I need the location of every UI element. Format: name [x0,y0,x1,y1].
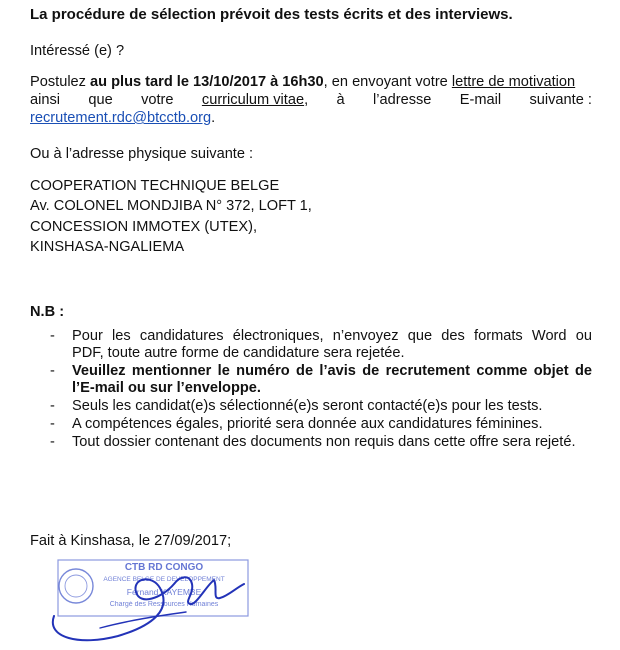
apply-word: ainsi [30,92,61,108]
apply-line-2 [30,91,592,109]
nb-item-text: Veuillez mentionner le numéro de l’avis de recrutement comme objet de [72,363,592,379]
apply-line-3 [30,109,215,127]
nb-item-text: Seuls les candidat(e)s sélectionné(e)s seront contacté(e)s pour les tests. [72,398,543,414]
nb-item-text: Pour les candidatures électroniques, n’envoyez que des formats Word ou [72,328,592,344]
bullet-marker: - [50,434,55,450]
bullet-marker: - [50,363,55,379]
apply-word: l’adresse [373,92,432,108]
cover-letter-term: lettre de motivation [451,74,576,90]
apply-word: suivante : [529,92,592,108]
physical-address-intro: Ou à l’adresse physique suivante : [30,146,254,162]
apply-word: votre [141,92,174,108]
stamp-line: CTB RD CONGO [124,562,204,573]
deadline: au plus tard le 13/10/2017 à 16h30 [90,74,324,90]
email-link[interactable]: recrutement.rdc@btcctb.org [30,110,212,126]
nb-item-text: A compétences égales, priorité sera donnée aux candidatures féminines. [72,416,543,432]
address-line: Av. COLONEL MONDJIBA N° 372, LOFT 1, [30,198,312,214]
cv-term: curriculum vitae [201,92,305,108]
signoff-line: Fait à Kinshasa, le 27/09/2017; [30,533,232,549]
bullet-marker: - [50,398,55,414]
apply-period: . [211,110,216,126]
stamp-line: Chargé des Ressources Humaines [109,601,219,608]
apply-line-1 [30,73,575,91]
apply-word: à [336,92,345,108]
selection-procedure-heading: La procédure de sélection prévoit des tests écrits et des interviews. [30,6,513,23]
apply-word: , [304,92,309,108]
apply-text-2: , en envoyant votre [323,74,452,90]
stamp-line: AGENCE BELGE DE DEVELOPPEMENT [103,576,225,583]
nb-item-text: Tout dossier contenant des documents non requis dans cette offre sera rejeté. [72,434,576,450]
bullet-marker: - [50,328,55,344]
apply-word: E-mail [459,92,502,108]
address-line: KINSHASA-NGALIEMA [30,239,185,255]
address-line: CONCESSION IMMOTEX (UTEX), [30,219,258,235]
apply-word: que [88,92,113,108]
stamp-line: Fernand KAYEMBE [126,587,202,597]
bullet-marker: - [50,416,55,432]
nb-item-text: PDF, toute autre forme de candidature sera rejetée. [72,345,405,361]
nb-title: N.B : [30,304,65,320]
official-stamp [40,558,270,648]
nb-item-text: l’E-mail ou sur l’enveloppe. [72,380,261,396]
interested-question: Intéressé (e) ? [30,43,125,59]
address-line: COOPERATION TECHNIQUE BELGE [30,178,280,194]
apply-text: Postulez [30,74,91,90]
